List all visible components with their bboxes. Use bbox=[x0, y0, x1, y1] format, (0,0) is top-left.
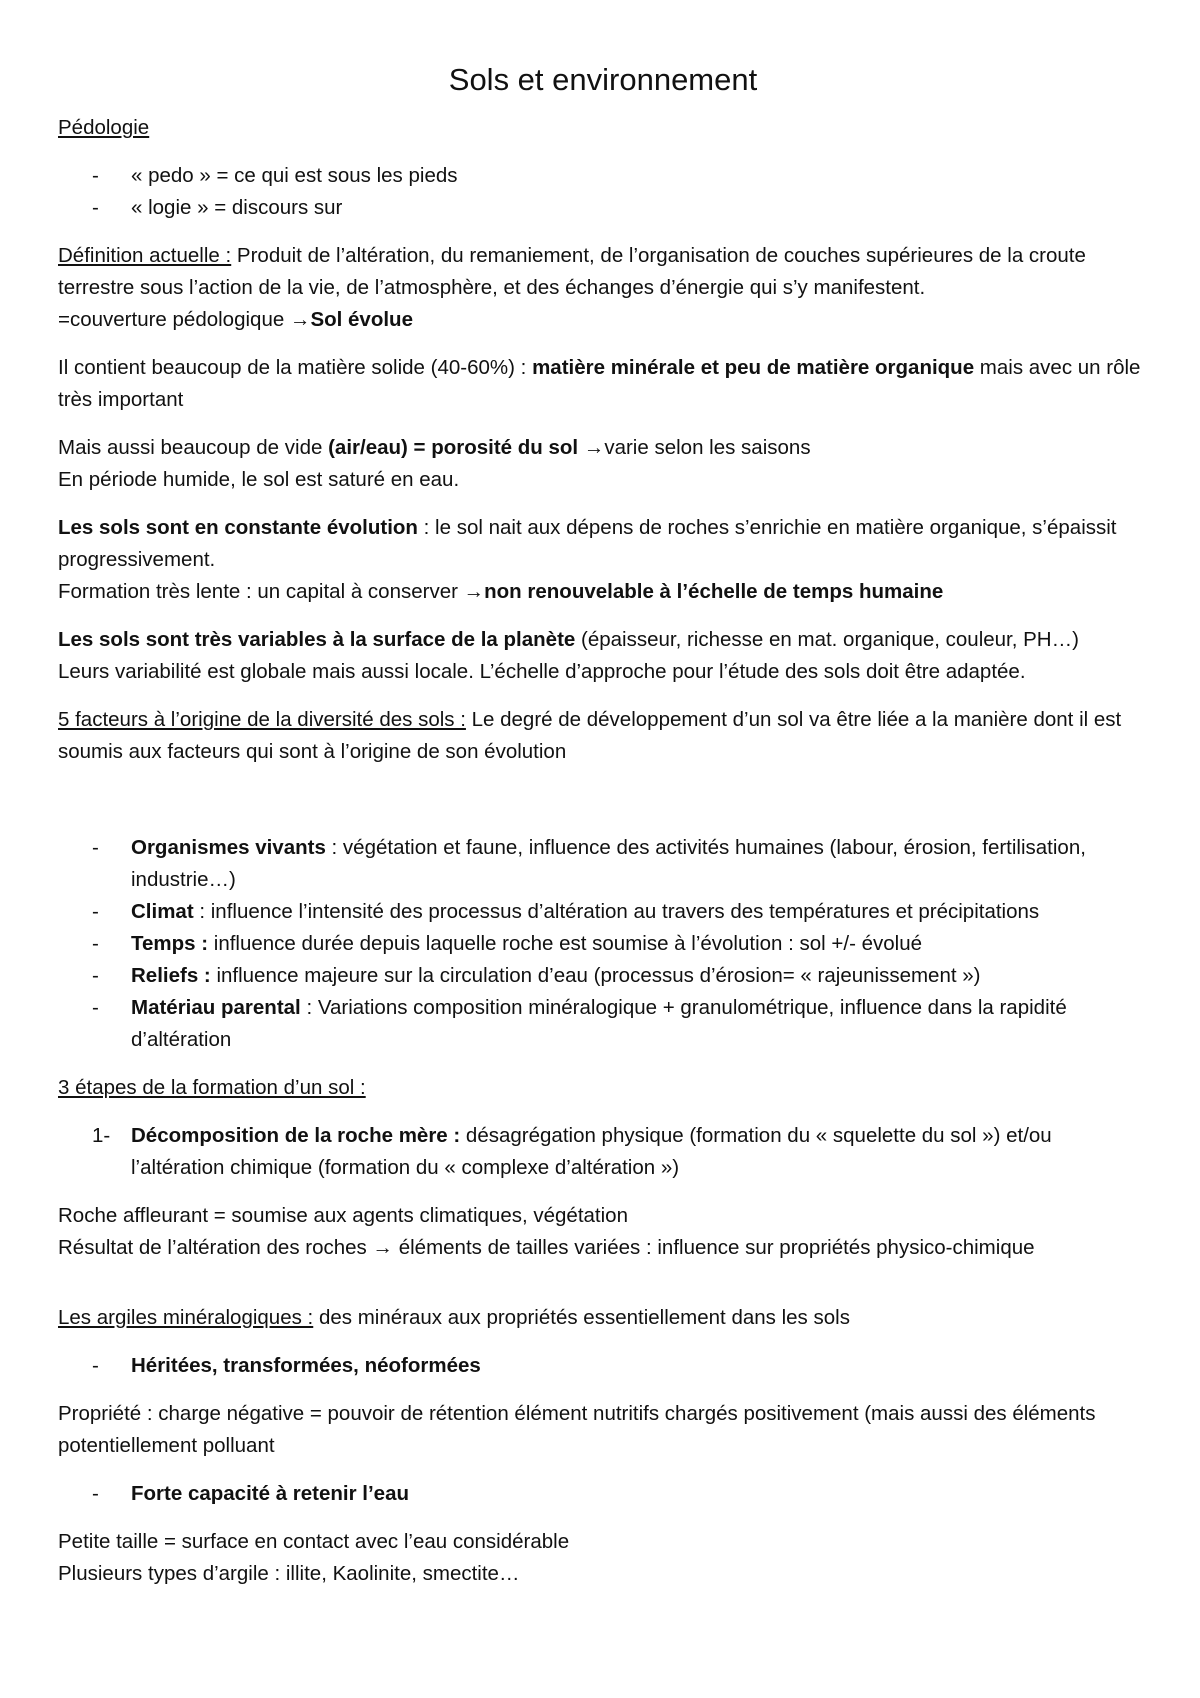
pedologie-list bbox=[58, 160, 1148, 224]
clay-types-paragraph: Petite taille = surface en contact avec l’eau considérable Plusieurs types d’argile : illite, Kaolinite, smectite… bbox=[58, 1530, 570, 1585]
evolution-paragraph: Les sols sont en constante évolution : le sol nait aux dépens de roches s’enrichie en matière organique, s’épaissit progressivement. Formation très lente : un capital à conserver →non renouvelable à l’échelle de temps humaine bbox=[58, 516, 1117, 603]
list-item: - « pedo » = ce qui est sous les pieds bbox=[92, 164, 458, 187]
definition-paragraph: Définition actuelle : Produit de l’altération, du remaniement, de l’organisation de couches supérieures de la croute terrestre sous l’action de la vie, de l’atmosphère, et des échanges d’énergie qui s’y manifestent. =couverture pédologique →Sol évolue bbox=[58, 244, 1086, 331]
arrow-icon: → bbox=[583, 436, 605, 459]
steps-list bbox=[58, 1120, 1148, 1184]
arrow-icon: → bbox=[289, 308, 311, 331]
page-title: Sols et environnement bbox=[448, 62, 758, 97]
list-item: - Temps : influence durée depuis laquelle roche est soumise à l’évolution : sol +/- évolué bbox=[92, 932, 923, 955]
list-item: - Forte capacité à retenir l’eau bbox=[92, 1482, 410, 1505]
arrow-icon: → bbox=[463, 580, 485, 603]
clays-paragraph: Les argiles minéralogiques : des minéraux aux propriétés essentiellement dans les sols bbox=[58, 1306, 850, 1329]
property-paragraph: Propriété : charge négative = pouvoir de rétention élément nutritifs chargés positivement (mais aussi des éléments potentiellement polluant bbox=[58, 1402, 1096, 1457]
document-page bbox=[58, 58, 1148, 1606]
factors-paragraph: 5 facteurs à l’origine de la diversité des sols : Le degré de développement d’un sol va être liée a la manière dont il est soumis aux facteurs qui sont à l’origine de son évolution bbox=[58, 708, 1122, 763]
list-item: - Organismes vivants : végétation et faune, influence des activités humaines (labour, érosion, fertilisation, industrie…) bbox=[92, 836, 1086, 891]
factors-list bbox=[58, 832, 1148, 1056]
list-item: - Matériau parental : Variations composition minéralogique + granulométrique, influence dans la rapidité d’altération bbox=[92, 996, 1067, 1051]
section-heading-pedologie: Pédologie bbox=[58, 116, 150, 139]
list-item: - « logie » = discours sur bbox=[92, 196, 343, 219]
clays-list-2 bbox=[58, 1478, 1148, 1510]
variability-paragraph: Les sols sont très variables à la surface de la planète (épaisseur, richesse en mat. organique, couleur, PH…) Leurs variabilité est globale mais aussi locale. L’échelle d’approche pour l’étude des sols doit être adaptée. bbox=[58, 628, 1079, 683]
solid-paragraph: Il contient beaucoup de la matière solide (40-60%) : matière minérale et peu de matière organique mais avec un rôle très important bbox=[58, 356, 1141, 411]
section-heading-steps: 3 étapes de la formation d’un sol : bbox=[58, 1076, 366, 1099]
list-item: - Climat : influence l’intensité des processus d’altération au travers des températures et précipitations bbox=[92, 900, 1040, 923]
arrow-icon: → bbox=[372, 1236, 394, 1259]
void-paragraph: Mais aussi beaucoup de vide (air/eau) = porosité du sol →varie selon les saisons En période humide, le sol est saturé en eau. bbox=[58, 436, 811, 491]
clays-list-1 bbox=[58, 1350, 1148, 1382]
list-item: - Reliefs : influence majeure sur la circulation d’eau (processus d’érosion= « rajeunissement ») bbox=[92, 964, 981, 987]
list-item: - Héritées, transformées, néoformées bbox=[92, 1354, 481, 1377]
rock-paragraph: Roche affleurant = soumise aux agents climatiques, végétation Résultat de l’altération des roches → éléments de tailles variées : influence sur propriétés physico-chimique bbox=[58, 1204, 1035, 1259]
list-item: 1- Décomposition de la roche mère : désagrégation physique (formation du « squelette du sol ») et/ou l’altération chimique (formation du « complexe d’altération ») bbox=[92, 1124, 1052, 1179]
